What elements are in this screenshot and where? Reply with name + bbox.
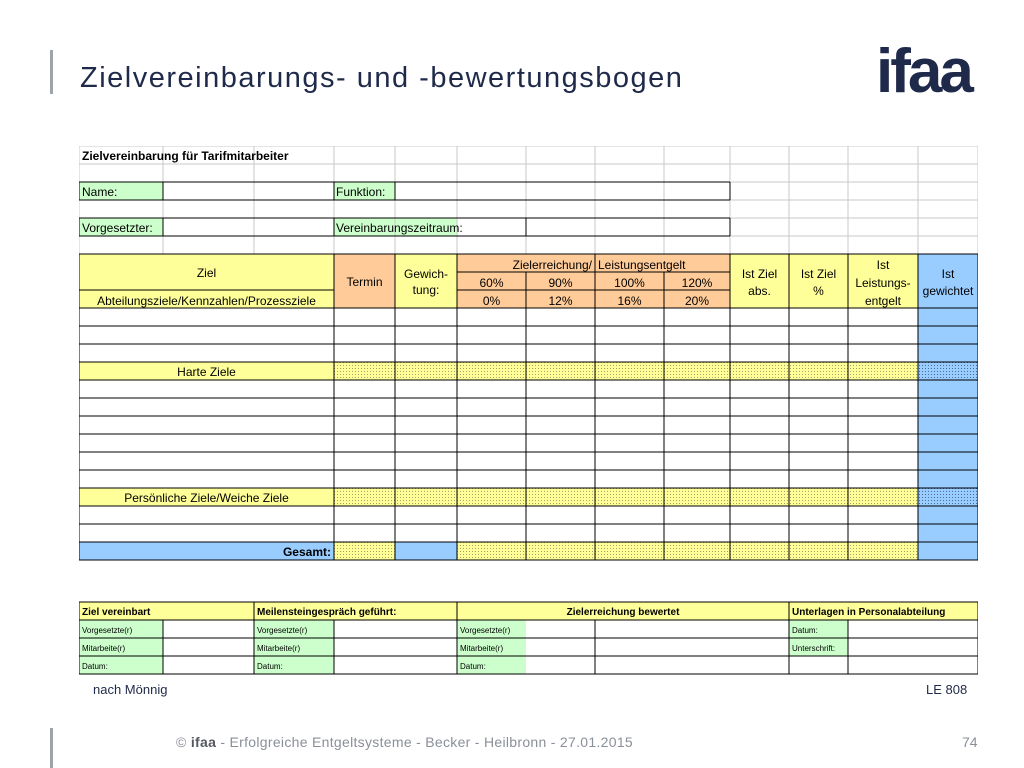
soft-goals-section: Persönliche Ziele/Weiche Ziele (124, 491, 289, 505)
weighted-cell (918, 416, 978, 434)
source-note: nach Mönnig (93, 682, 168, 697)
actual-absolute-header: abs. (748, 284, 771, 298)
form-grid-lines (79, 146, 978, 674)
actual-weighted-header: gewichtet (922, 284, 974, 298)
section-dotted-cell (334, 488, 918, 506)
actual-percent-header: Ist Ziel (800, 267, 837, 281)
signoff-field-label: Datum: (257, 662, 283, 671)
weight-column-header: Gewich- (403, 267, 449, 281)
signoff-header-agreed: Ziel vereinbart (82, 607, 151, 618)
footer-brand: ifaa (190, 734, 217, 750)
weighted-cell (918, 398, 978, 416)
target-agreement-form (79, 146, 978, 676)
signoff-field-label: Datum: (82, 662, 108, 671)
goal-column-header: Ziel (196, 266, 217, 280)
footer-details: - Erfolgreiche Entgeltsysteme - Becker - Heilbronn - 27.01.2015 (216, 734, 633, 750)
termin-column-header: Termin (346, 275, 383, 289)
signoff-field-label: Vorgesetzte(r) (82, 626, 133, 635)
weighted-cell (918, 542, 978, 560)
payout-level: 0% (482, 294, 501, 308)
signoff-field-label: Mitarbeite(r) (82, 644, 126, 653)
name-label: Name: (82, 185, 118, 199)
signoff-field-label: Vorgesetzte(r) (257, 626, 308, 635)
page-number: 74 (962, 734, 978, 750)
actual-weighted-header: Ist (941, 267, 955, 281)
weighted-cell (918, 326, 978, 344)
signoff-field-label: Datum: (792, 626, 818, 635)
achievement-level: 100% (614, 276, 645, 290)
weighted-cell (918, 506, 978, 524)
total-weight-cell (395, 542, 457, 560)
hard-goals-section: Harte Ziele (177, 365, 236, 379)
actual-payout-header: entgelt (864, 294, 902, 308)
achievement-column-header: Zielerreichung/ (512, 258, 592, 272)
weighted-cell (918, 344, 978, 362)
weighted-cell (918, 524, 978, 542)
weight-column-header: tung: (412, 283, 440, 297)
footer-accent-bar (50, 728, 53, 768)
total-label: Gesamt: (282, 545, 331, 559)
supervisor-label: Vorgesetzter: (82, 221, 153, 235)
achievement-level: 120% (681, 276, 713, 290)
section-dotted-weighted-cell (918, 362, 978, 380)
goal-column-subheader: Abteilungsziele/Kennzahlen/Prozessziele (97, 294, 316, 308)
signoff-header-hr: Unterlagen in Personalabteilung (792, 607, 946, 618)
weight-header-cell (395, 254, 457, 308)
signoff-field-label: Mitarbeite(r) (460, 644, 504, 653)
section-dotted-weighted-cell (918, 488, 978, 506)
weighted-header-cell (918, 254, 978, 308)
payout-column-header: Leistungsentgelt (598, 258, 686, 272)
actual-percent-header: % (813, 284, 824, 298)
title-accent-bar (50, 50, 53, 94)
achievement-level: 90% (548, 276, 573, 290)
signoff-field-label: Vorgesetzte(r) (460, 626, 511, 635)
payout-level: 12% (548, 294, 573, 308)
actual-payout-header: Leistungs- (855, 276, 911, 290)
period-label: Vereinbarungszeitraum: (336, 221, 463, 235)
payout-level: 20% (684, 294, 710, 308)
signoff-field-label: Unterschrift: (792, 644, 836, 653)
ifaa-logo (876, 38, 986, 98)
total-dotted-cell (334, 542, 395, 560)
form-title: Zielvereinbarung für Tarifmitarbeiter (82, 149, 289, 163)
weighted-cell (918, 308, 978, 326)
weighted-cell (918, 434, 978, 452)
section-dotted-cell (334, 362, 918, 380)
signoff-field-label: Datum: (460, 662, 486, 671)
signoff-header-milestone: Meilensteingespräch geführt: (257, 607, 397, 618)
weighted-cell (918, 380, 978, 398)
function-label: Funktion: (336, 185, 386, 199)
achievement-level: 60% (479, 276, 504, 290)
payout-level: 16% (617, 294, 642, 308)
weighted-cell (918, 470, 978, 488)
copyright-sign: © (176, 734, 187, 750)
signoff-header-evaluated: Zielerreichung bewertet (566, 607, 680, 618)
form-texts (82, 149, 974, 671)
actual-payout-header: Ist (876, 258, 890, 272)
document-code: LE 808 (926, 682, 968, 697)
weighted-cell (918, 452, 978, 470)
form-cell-fills (79, 182, 978, 674)
logo-text: ifaa (876, 38, 971, 98)
signoff-field-label: Mitarbeite(r) (257, 644, 301, 653)
slide-title: Zielvereinbarungs- und -bewertungsbogen (80, 62, 684, 94)
footer-text (176, 734, 633, 750)
actual-absolute-header: Ist Ziel (741, 267, 778, 281)
